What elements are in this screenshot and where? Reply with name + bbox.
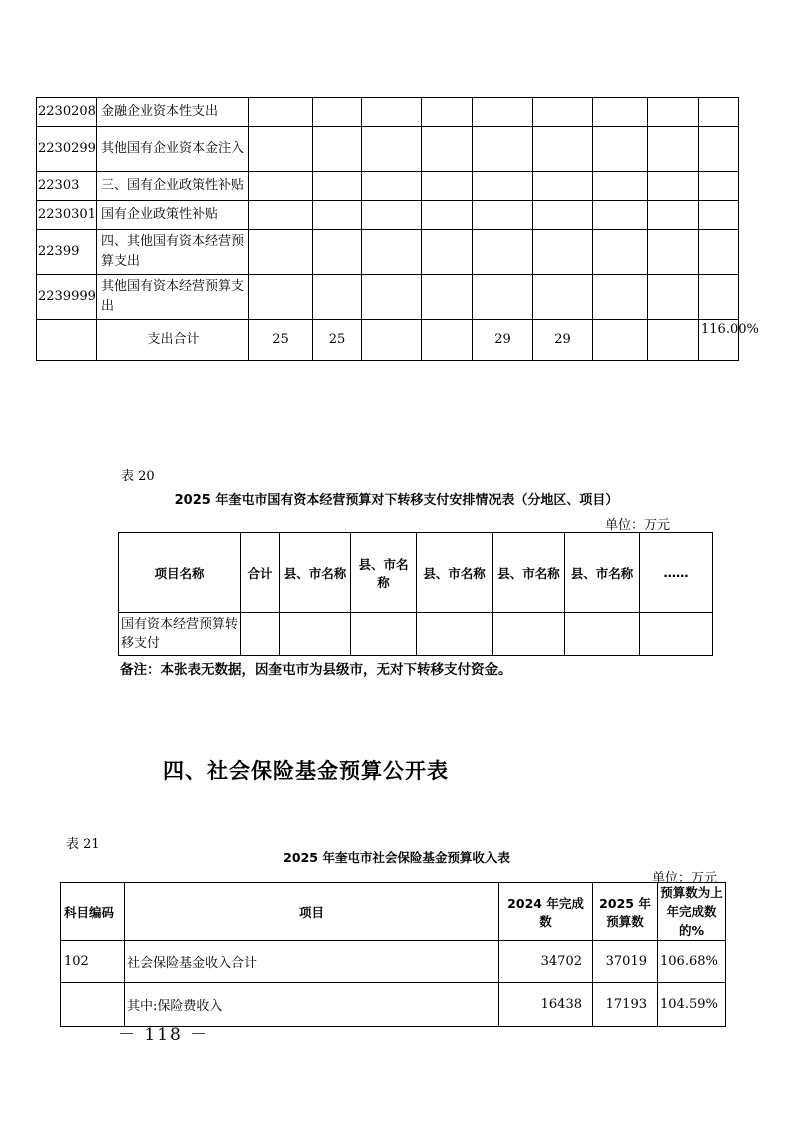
subject-name: 其他国有资本经营预算支出	[97, 275, 249, 320]
subject-code: 102	[61, 941, 125, 983]
table-row: 其中:保险费收入 16438 17193 104.59%	[61, 983, 726, 1027]
table-row	[37, 201, 739, 230]
table-title: 2025 年奎屯市社会保险基金预算收入表	[283, 850, 510, 865]
subject-name: 四、其他国有资本经营预算支出	[97, 230, 249, 275]
table-row	[37, 230, 739, 275]
table-row	[37, 275, 739, 320]
subject-code	[61, 983, 125, 1027]
table-row	[37, 98, 739, 127]
table-note: 备注：本张表无数据，因奎屯市为县级市，无对下转移支付资金。	[120, 662, 512, 678]
column-header: 县、市名称	[493, 533, 565, 613]
column-header: 合计	[241, 533, 280, 613]
table-title: 2025 年奎屯市国有资本经营预算对下转移支付安排情况表（分地区、项目）	[174, 493, 619, 508]
unit-label: 单位：万元	[652, 871, 718, 886]
subject-code: 22399	[37, 230, 97, 275]
column-header: 项目	[125, 883, 499, 941]
column-header: 县、市名称	[565, 533, 640, 613]
page-number: － 118 －	[118, 1025, 210, 1045]
total-label: 支出合计	[97, 320, 249, 361]
subject-code: 2230301	[37, 201, 97, 230]
subject-name: 三、国有企业政策性补贴	[97, 172, 249, 201]
table-label: 表 21	[66, 837, 100, 852]
subject-name: 社会保险基金收入合计	[125, 941, 499, 983]
section-title: 四、社会保险基金预算公开表	[163, 759, 449, 783]
table-row	[37, 127, 739, 172]
social-insurance-revenue-table	[60, 882, 726, 1027]
table-row	[119, 613, 713, 656]
table-header-row	[119, 533, 713, 613]
table-row	[37, 172, 739, 201]
column-header: 预算数为上年完成数的%	[658, 883, 726, 941]
unit-label: 单位：万元	[605, 518, 671, 533]
column-header: 科目编码	[61, 883, 125, 941]
transfer-payment-table	[118, 532, 713, 656]
subject-code: 2230208	[37, 98, 97, 127]
subject-name: 国有企业政策性补贴	[97, 201, 249, 230]
table-header-row	[61, 883, 726, 941]
column-header: 2025 年预算数	[593, 883, 658, 941]
subject-code: 2239999	[37, 275, 97, 320]
total-row: 支出合计 25 25 29 29 116.00%	[37, 320, 739, 361]
column-header: 2024 年完成数	[499, 883, 593, 941]
expenditure-table-continued	[36, 97, 759, 361]
subject-name: 其中:保险费收入	[125, 983, 499, 1027]
column-header: 项目名称	[119, 533, 241, 613]
subject-name: 金融企业资本性支出	[97, 98, 249, 127]
column-header: 县、市名称	[351, 533, 417, 613]
column-header: ……	[640, 533, 713, 613]
row-label: 国有资本经营预算转移支付	[119, 613, 241, 656]
total-percent: 116.00%	[699, 320, 739, 361]
table-row: 102 社会保险基金收入合计 34702 37019 106.68%	[61, 941, 726, 983]
column-header: 县、市名称	[417, 533, 493, 613]
subject-code: 22303	[37, 172, 97, 201]
subject-code: 2230299	[37, 127, 97, 172]
subject-name: 其他国有企业资本金注入	[97, 127, 249, 172]
table-label: 表 20	[121, 469, 155, 484]
column-header: 县、市名称	[280, 533, 351, 613]
